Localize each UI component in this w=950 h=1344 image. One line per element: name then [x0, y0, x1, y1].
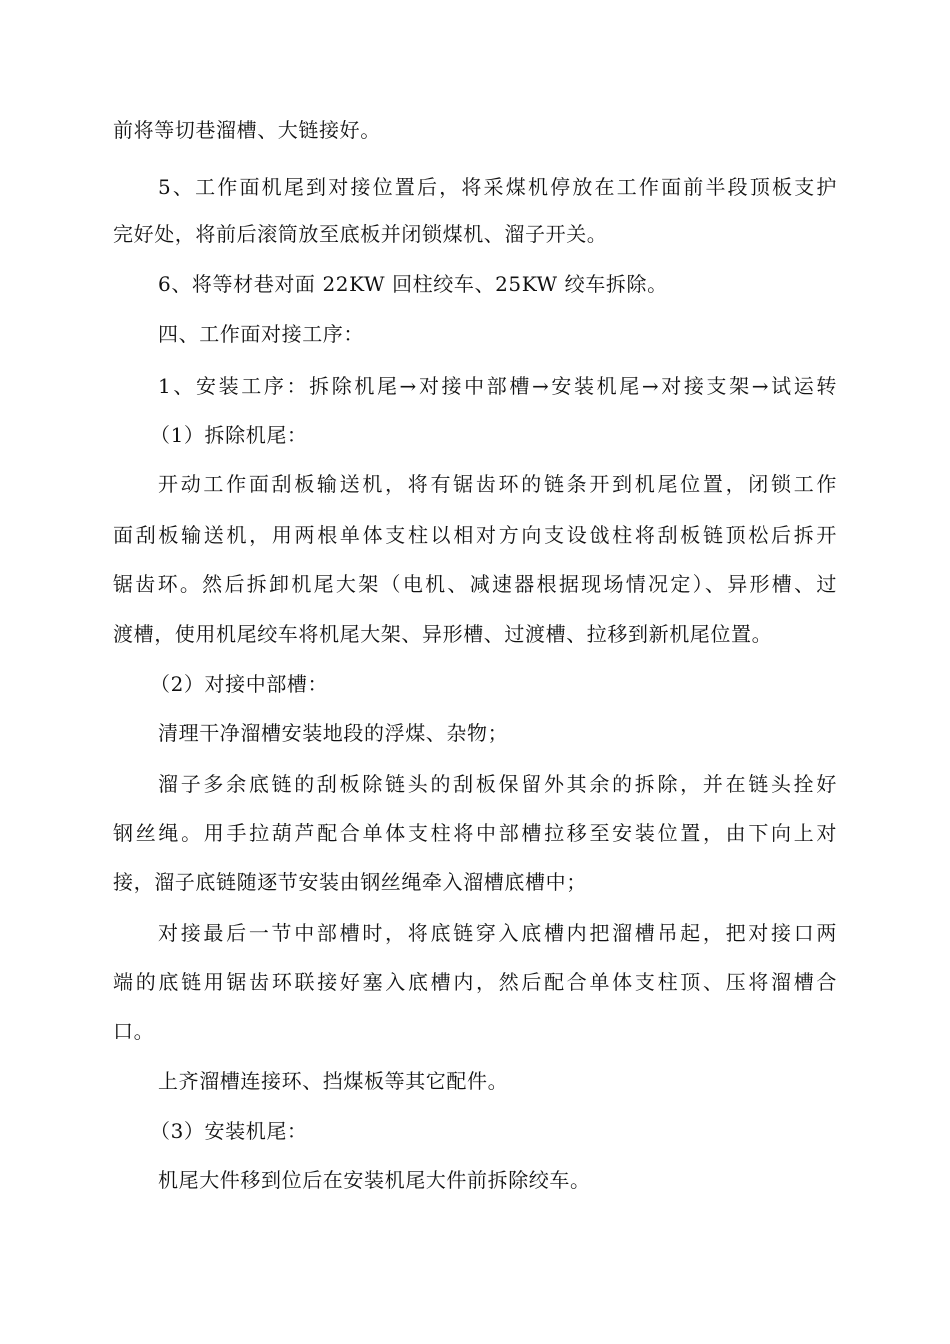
paragraph-line: 钢丝绳。用手拉葫芦配合单体支柱将中部槽拉移至安装位置，由下向上对 [113, 821, 837, 845]
paragraph-line: 上齐溜槽连接环、挡煤板等其它配件。 [158, 1069, 509, 1093]
paragraph-line: 锯齿环。然后拆卸机尾大架（电机、减速器根据现场情况定）、异形槽、过 [113, 572, 837, 596]
paragraph-line: 清理干净溜槽安装地段的浮煤、杂物； [158, 721, 509, 745]
subheading: （3）安装机尾： [150, 1119, 308, 1143]
paragraph-line: 前将等切巷溜槽、大链接好。 [113, 118, 381, 142]
subheading: （2）对接中部槽： [150, 672, 329, 696]
paragraph-line: 面刮板输送机，用两根单体支柱以相对方向支设戗柱将刮板链顶松后拆开 [113, 523, 837, 547]
paragraph-line: 溜子多余底链的刮板除链头的刮板保留外其余的拆除，并在链头拴好 [158, 772, 837, 796]
paragraph-line: 1、安装工序：拆除机尾→对接中部槽→安装机尾→对接支架→试运转 [158, 374, 837, 398]
paragraph-line: 渡槽，使用机尾绞车将机尾大架、异形槽、过渡槽、拉移到新机尾位置。 [113, 622, 773, 646]
paragraph-line: 端的底链用锯齿环联接好塞入底槽内，然后配合单体支柱顶、压将溜槽合 [113, 970, 837, 994]
paragraph-line: 开动工作面刮板输送机，将有锯齿环的链条开到机尾位置，闭锁工作 [158, 472, 837, 496]
paragraph-line: 5、工作面机尾到对接位置后，将采煤机停放在工作面前半段顶板支护 [158, 175, 837, 199]
subheading: （1）拆除机尾： [150, 423, 308, 447]
paragraph-line: 接，溜子底链随逐节安装由钢丝绳牵入溜槽底槽中； [113, 870, 587, 894]
paragraph-line: 6、将等材巷对面 22KW 回柱绞车、25KW 绞车拆除。 [158, 272, 668, 296]
paragraph-line: 完好处，将前后滚筒放至底板并闭锁煤机、溜子开关。 [113, 222, 608, 246]
paragraph-line: 对接最后一节中部槽时，将底链穿入底槽内把溜槽吊起，把对接口两 [158, 921, 837, 945]
section-heading: 四、工作面对接工序： [158, 322, 364, 346]
paragraph-line: 机尾大件移到位后在安装机尾大件前拆除绞车。 [158, 1168, 591, 1192]
paragraph-line: 口。 [113, 1019, 155, 1043]
